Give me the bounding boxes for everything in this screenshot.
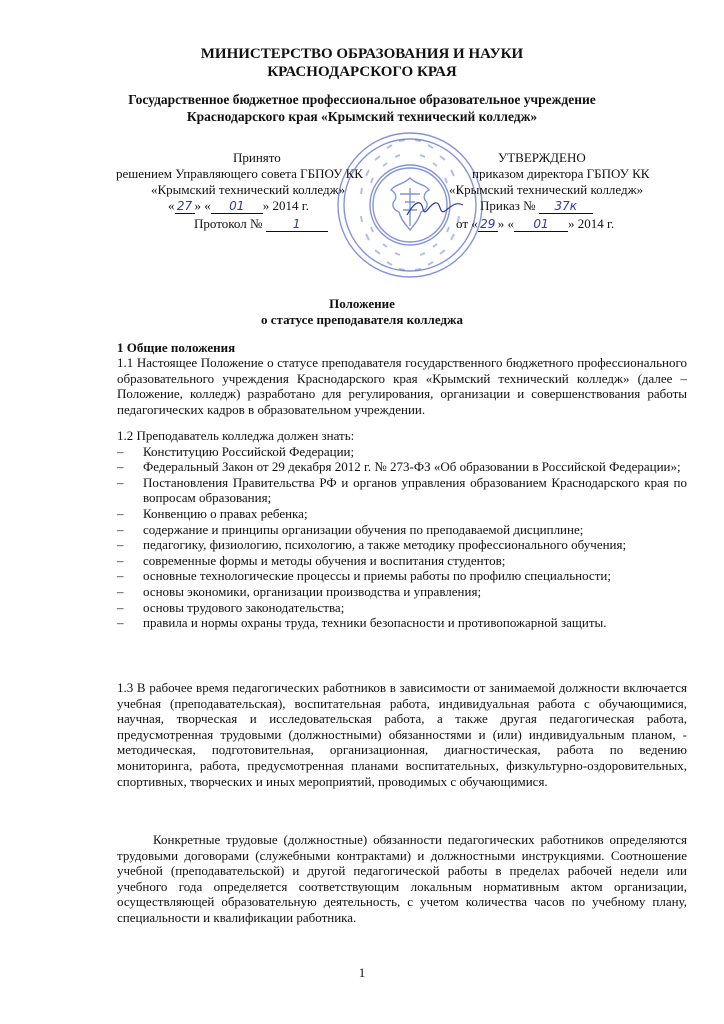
list-item: – основы трудового законодательства; <box>117 600 687 616</box>
accepted-date: « 27 » « 01 » 2014 г. <box>168 198 309 213</box>
ministry-line-1: МИНИСТЕРСТВО ОБРАЗОВАНИЯ И НАУКИ <box>200 46 524 62</box>
approved-date: от « 29 » « 01 » 2014 г. <box>456 216 615 231</box>
list-item: – содержание и принципы организации обучения по преподаваемой дисциплине; <box>117 522 687 538</box>
paragraph-1-2: 1.2 Преподаватель колледжа должен знать: <box>117 428 355 443</box>
knowledge-block <box>117 428 687 631</box>
list-item: – Конституцию Российской Федерации; <box>117 444 687 460</box>
page-number: 1 <box>358 965 366 980</box>
approved-title: УТВЕРЖДЕНО <box>498 150 586 165</box>
approved-month-field: 01 <box>514 218 568 232</box>
paragraph-1-3: 1.3 В рабочее время педагогических работников в зависимости от занимаемой должности включается учебная (преподавательская), воспитательная работа, индивидуальная работа с обучающимися, научная, творческая и исследовательская работа, а также другая педагогическая работа, предусмотренная трудовыми (должностными) обязанностями и (или) индивидуальным планом, - методическая, подготовительная, организационная, диагностическая, работа по ведению мониторинга, работа, предусмотренная планами воспитательных, физкультурно-оздоровительных, спортивных, творческих и иных мероприятий, проводимых с обучающимися. <box>117 680 687 789</box>
institution-line-1: Государственное бюджетное профессиональное образовательное учреждение <box>128 92 596 107</box>
protocol-number-field: 1 <box>266 218 328 232</box>
list-item: – основы экономики, организации производства и управления; <box>117 584 687 600</box>
approved-by-order: приказом директора ГБПОУ КК <box>472 166 650 181</box>
list-item: – современные формы и методы обучения и воспитания студентов; <box>117 553 687 569</box>
approved-college-name: «Крымский технический колледж» <box>449 182 644 197</box>
list-item: – педагогику, физиологию, психологию, а также методику профессионального обучения; <box>117 537 687 553</box>
accepted-college-name: «Крымский технический колледж» <box>151 182 346 197</box>
accepted-title: Принято <box>233 150 281 165</box>
institution-line-2: Краснодарского края «Крымский технический колледж» <box>186 109 538 124</box>
list-item: – правила и нормы охраны труда, техники безопасности и противопожарной защиты. <box>117 615 687 631</box>
protocol-line: Протокол № 1 <box>194 216 328 232</box>
approved-day-field: 29 <box>478 218 498 232</box>
order-line: Приказ № 37к <box>480 198 593 214</box>
ministry-line-2: КРАСНОДАРСКОГО КРАЯ <box>267 64 457 80</box>
accepted-by-council: решением Управляющего совета ГБПОУ КК <box>116 166 363 181</box>
paragraph-1-1: 1.1 Настоящее Положение о статусе преподавателя государственного бюджетного профессионального образовательного учреждения Краснодарского края «Крымский технический колледж» (далее – Положение, колледж) разработано для регулирования, организации и совершенствования работы педагогических кадров в образовательном учреждении. <box>117 355 687 417</box>
knowledge-list <box>117 444 687 631</box>
document-title: Положение <box>329 296 395 311</box>
document-subtitle: о статусе преподавателя колледжа <box>261 312 463 327</box>
paragraph-1-4: Конкретные трудовые (должностные) обязанности педагогических работников определяются трудовыми договорами (служебными контрактами) и должностными инструкциями. Соотношение учебной (преподавательской) и другой педагогической работы в пределах рабочей недели или учебного года определяется соответствующим локальным нормативным актом организации, осуществляющей образовательную деятельность, с учетом количества часов по учебному плану, специальности и квалификации работника. <box>117 832 687 925</box>
order-number-field: 37к <box>539 200 593 214</box>
section-heading: 1 Общие положения <box>117 340 236 355</box>
list-item: – Постановления Правительства РФ и органов управления образованием Краснодарского края по вопросам образования; <box>117 475 687 506</box>
list-item: – основные технологические процессы и приемы работы по профилю специальности; <box>117 568 687 584</box>
list-item: – Федеральный Закон от 29 декабря 2012 г. № 273-ФЗ «Об образовании в Российской Федерации»; <box>117 459 687 475</box>
accepted-month-field: 01 <box>211 200 263 214</box>
accepted-day-field: 27 <box>175 200 195 214</box>
list-item: – Конвенцию о правах ребенка; <box>117 506 687 522</box>
